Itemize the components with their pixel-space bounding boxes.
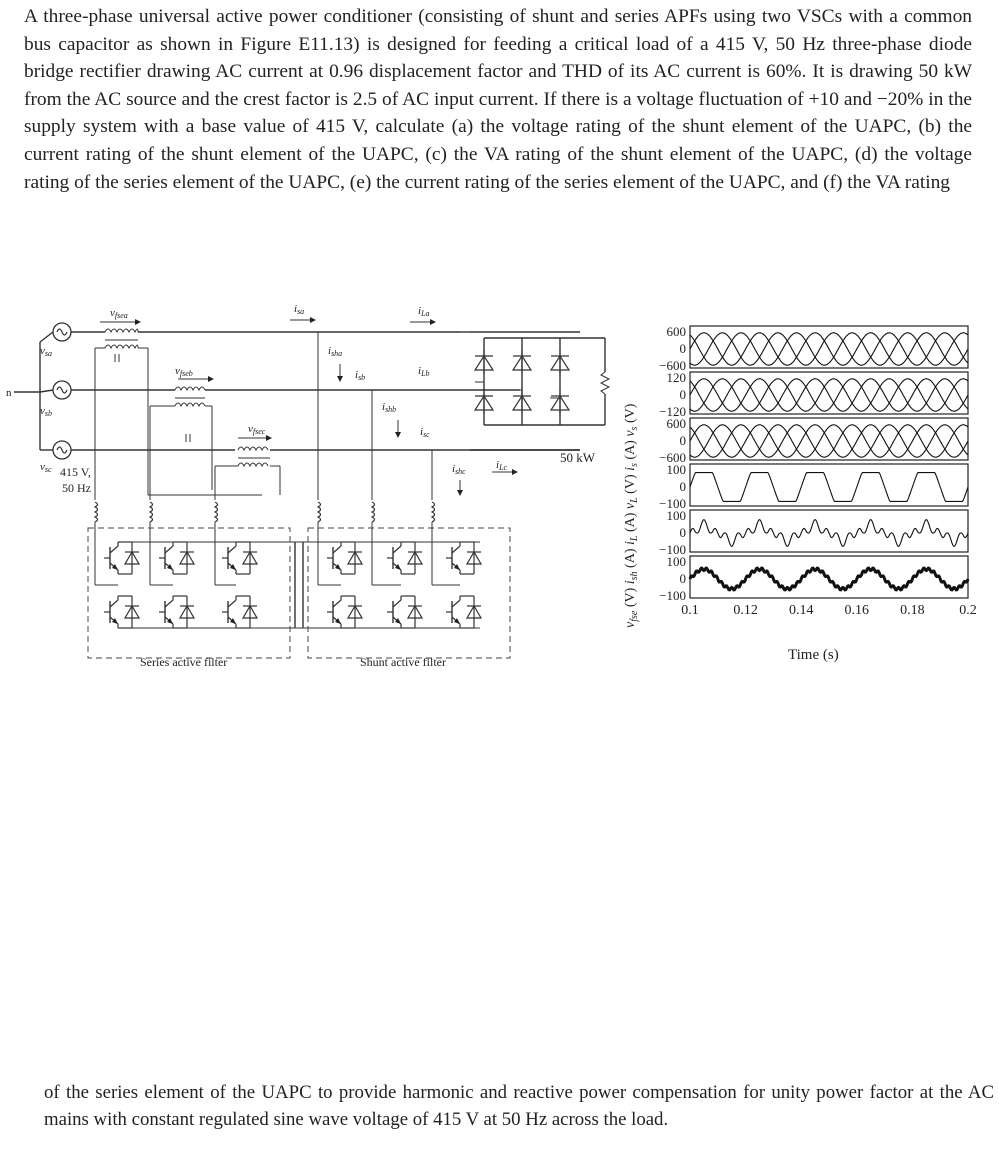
- diode-bridge-rectifier: [475, 338, 609, 425]
- panel-6-tick-3: −100: [659, 588, 686, 603]
- series-vsc: [95, 535, 290, 628]
- series-filter-box: [88, 528, 290, 658]
- panel-4-tick-2: 0: [679, 479, 686, 494]
- svg-text:ishc: ishc: [452, 463, 466, 476]
- svg-text:vsb: vsb: [40, 405, 53, 418]
- x-tick-1: 0.1: [681, 603, 699, 618]
- waveform-panel-4: [690, 464, 968, 506]
- svg-text:isha: isha: [328, 345, 343, 358]
- x-tick-2: 0.12: [733, 603, 758, 618]
- source-voltage-label: 415 V,: [60, 465, 91, 479]
- waveform-plots: [659, 324, 977, 618]
- panel-4-tick-3: −100: [659, 496, 686, 511]
- load-power-label: 50 kW: [560, 450, 596, 465]
- panel-3-tick-2: 0: [679, 433, 686, 448]
- svg-text:isb: isb: [355, 369, 366, 382]
- panel-4-tick-1: 100: [666, 462, 686, 477]
- series-transformer-c: [215, 447, 280, 500]
- panel-1-tick-2: 0: [679, 341, 686, 356]
- panel-5-tick-1: 100: [666, 508, 686, 523]
- panel-1-tick-3: −600: [659, 358, 686, 373]
- shunt-filter-box: [308, 528, 510, 658]
- problem-statement-continued: of the series element of the UAPC to provide harmonic and reactive power compensation for unity power factor at the AC mains with constant regulated sine wave voltage of 415 V at 50 Hz across the load.: [44, 1082, 994, 1130]
- waveform-panel-5: [690, 510, 968, 552]
- svg-text:vfseb: vfseb: [175, 365, 193, 378]
- svg-text:iLb: iLb: [418, 365, 430, 378]
- waveform-xlabel: Time (s): [788, 647, 839, 663]
- panel-3-tick-3: −600: [659, 450, 686, 465]
- power-circuit: [6, 303, 609, 669]
- figure-e11-13: [0, 290, 999, 680]
- panel-5-tick-2: 0: [679, 525, 686, 540]
- series-transformer-b: [150, 387, 205, 500]
- shunt-filter-label: Shunt active filter: [360, 655, 446, 669]
- neutral-label: n: [6, 387, 12, 399]
- svg-text:iLc: iLc: [496, 459, 508, 472]
- waveform-ylabel: $v_{fse}$ (V) $i_{sh}$ (A) $i_L$ (A) $v_L$ (V) $i_s$ (A) $v_s$ (V): [623, 403, 640, 628]
- svg-text:isa: isa: [294, 303, 305, 316]
- svg-text:vsc: vsc: [40, 461, 52, 474]
- series-filter-label: Series active filter: [140, 655, 228, 669]
- svg-text:isc: isc: [420, 426, 430, 439]
- panel-2-tick-3: −120: [659, 404, 686, 419]
- svg-text:vsa: vsa: [40, 345, 53, 358]
- panel-6-tick-1: 100: [666, 554, 686, 569]
- source-frequency-label: 50 Hz: [62, 481, 91, 495]
- panel-2-tick-2: 0: [679, 387, 686, 402]
- panel-6-tick-2: 0: [679, 571, 686, 586]
- series-transformer-a: [95, 329, 148, 500]
- svg-text:vfsea: vfsea: [110, 307, 128, 320]
- shunt-vsc: [303, 535, 481, 628]
- x-tick-4: 0.16: [844, 603, 870, 618]
- problem-statement: A three-phase universal active power conditioner (consisting of shunt and series APFs using two VSCs with a common bus capacitor as shown in Figure E11.13) is designed for feeding a critical load of a 415 V, 50 Hz three-phase diode bridge rectifier drawing AC current at 0.96 displacement factor and THD of its AC current is 60%. It is drawing 50 kW from the AC source and the crest factor is 2.5 of AC input current. If there is a voltage fluctuation of +10 and −20% in the supply system with a base value of 415 V, calculate (a) the voltage rating of the shunt element of the UAPC, (b) the current rating of the shunt element of the UAPC, (c) the VA rating of the shunt element of the UAPC, (d) the voltage rating of the series element of the UAPC, (e) the current rating of the series element of the UAPC, and (f) the VA rating: [24, 6, 972, 193]
- svg-text:ishb: ishb: [382, 401, 397, 414]
- x-tick-3: 0.14: [788, 603, 814, 618]
- svg-text:vfsec: vfsec: [248, 423, 266, 436]
- panel-2-tick-1: 120: [666, 370, 686, 385]
- svg-text:iLa: iLa: [418, 305, 430, 318]
- x-tick-5: 0.18: [900, 603, 925, 618]
- panel-1-tick-1: 600: [666, 324, 686, 339]
- panel-5-tick-3: −100: [659, 542, 686, 557]
- x-tick-6: 0.2: [959, 603, 977, 618]
- panel-3-tick-1: 600: [666, 416, 686, 431]
